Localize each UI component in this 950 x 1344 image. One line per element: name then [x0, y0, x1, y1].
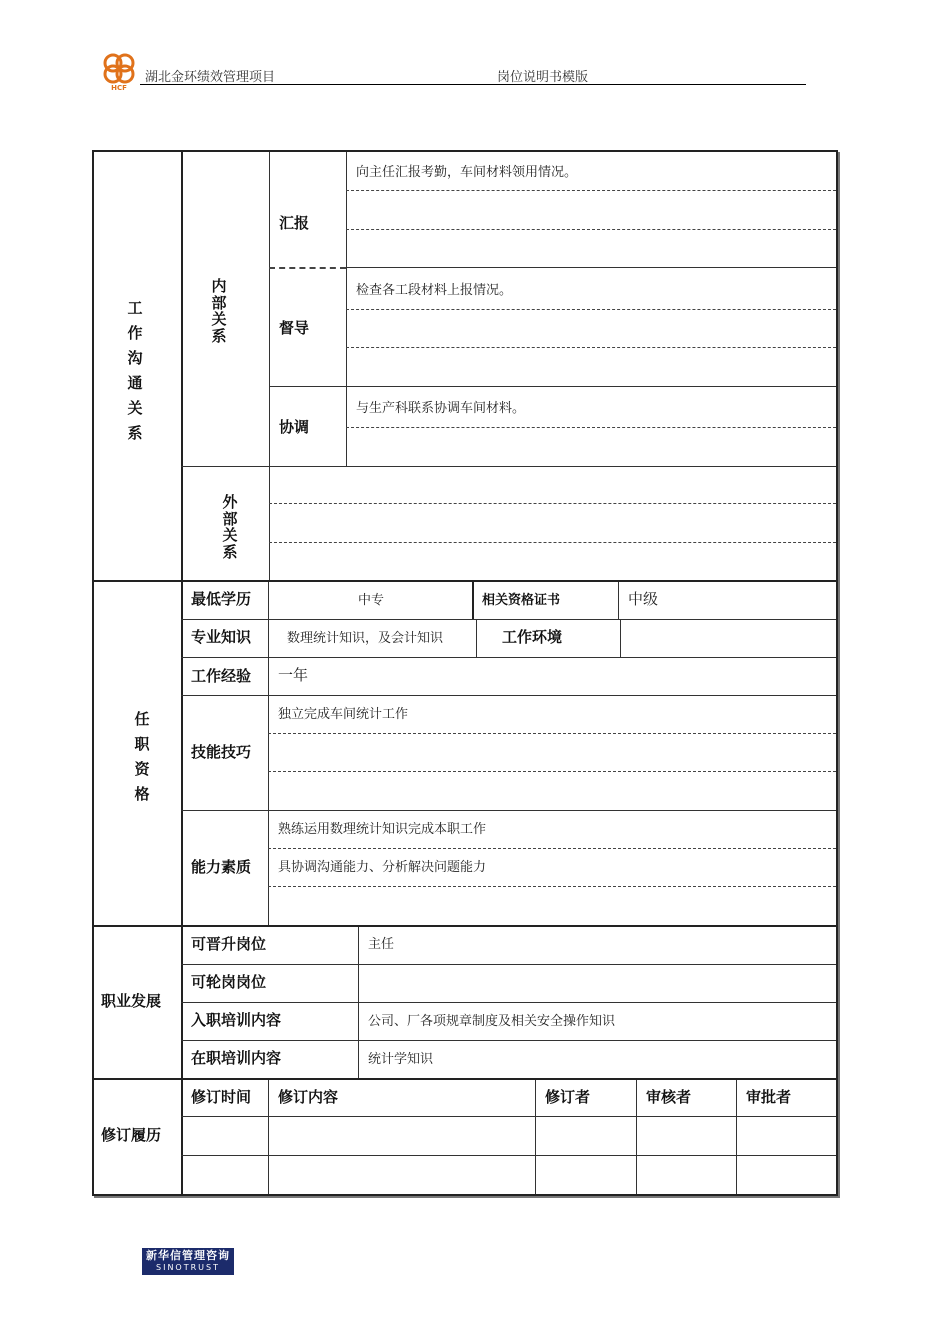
dashed-line [346, 309, 836, 310]
experience-value: 一年 [278, 666, 309, 684]
dashed-line [346, 229, 836, 230]
header-rule [140, 84, 806, 85]
dashed-line [346, 427, 836, 428]
dashed-line [346, 190, 836, 191]
coordinate-text: 与生产科联系协调车间材料。 [356, 401, 526, 416]
reviser-header: 修订者 [545, 1088, 591, 1106]
column-divider [269, 152, 270, 580]
row-divider [181, 1116, 836, 1117]
row-divider [181, 695, 836, 696]
onboarding-label: 入职培训内容 [191, 1011, 282, 1029]
supervise-text: 检查各工段材料上报情况。 [356, 283, 513, 298]
row-divider [181, 657, 836, 658]
column-divider [476, 619, 477, 657]
row-divider [346, 267, 836, 268]
row-divider [181, 810, 836, 811]
row-divider [181, 1040, 836, 1041]
revision-content-header: 修订内容 [278, 1088, 339, 1106]
column-divider [472, 582, 474, 619]
qual-section-title: 任职资格 [134, 710, 150, 803]
report-label: 汇报 [279, 214, 310, 232]
column-divider [268, 1080, 269, 1194]
column-divider [181, 152, 183, 1194]
section-divider [92, 925, 838, 927]
env-label: 工作环境 [502, 628, 563, 646]
edu-label: 最低学历 [191, 590, 252, 608]
column-divider [268, 582, 269, 925]
cert-value: 中级 [628, 590, 659, 608]
dashed-line [346, 347, 836, 348]
consultancy-logo [142, 1248, 234, 1275]
column-divider [736, 1080, 737, 1194]
knowledge-label: 专业知识 [191, 628, 252, 646]
column-divider [618, 582, 619, 619]
skills-label: 技能技巧 [191, 743, 252, 761]
coordinate-label: 协调 [279, 418, 310, 436]
cert-label: 相关资格证书 [482, 593, 561, 608]
document-title: 岗位说明书模版 [497, 70, 589, 85]
career-section-title: 职业发展 [101, 992, 162, 1010]
dashed-line [269, 542, 836, 543]
edu-value: 中专 [358, 593, 385, 608]
section-divider [92, 1078, 838, 1080]
promotion-label: 可晋升岗位 [191, 935, 267, 953]
row-divider [269, 386, 836, 387]
row-divider [181, 1155, 836, 1156]
revision-time-header: 修订时间 [191, 1088, 252, 1106]
logo-text: HCF [111, 84, 127, 92]
rotation-label: 可轮岗岗位 [191, 973, 267, 991]
external-relations-label: 外部关系 [222, 493, 238, 561]
report-text: 向主任汇报考勤，车间材料领用情况。 [356, 165, 578, 180]
ability-label: 能力素质 [191, 858, 252, 876]
column-divider [636, 1080, 637, 1194]
dashed-line [269, 503, 836, 504]
dashed-line [268, 771, 836, 772]
consultancy-name-en: SINOTRUST [156, 1263, 220, 1272]
approver-header: 审批者 [746, 1088, 792, 1106]
column-divider [535, 1080, 536, 1194]
section-divider [92, 580, 838, 582]
row-divider [181, 1002, 836, 1003]
ability-line-1: 熟练运用数理统计知识完成本职工作 [278, 822, 487, 837]
skills-value: 独立完成车间统计工作 [278, 707, 409, 722]
row-divider [181, 466, 836, 467]
inservice-label: 在职培训内容 [191, 1049, 282, 1067]
dashed-line [268, 733, 836, 734]
ability-line-2: 具协调沟通能力、分析解决问题能力 [278, 860, 487, 875]
internal-relations-label: 内部关系 [211, 277, 227, 345]
comm-section-title: 工作沟通关系 [127, 299, 143, 442]
row-divider [181, 619, 836, 620]
dashed-line [269, 267, 346, 269]
company-logo [100, 52, 138, 92]
inservice-value: 统计学知识 [368, 1052, 434, 1067]
supervise-label: 督导 [279, 319, 310, 337]
knowledge-value: 数理统计知识，及会计知识 [287, 631, 444, 646]
project-title: 湖北金环绩效管理项目 [145, 70, 276, 85]
promotion-value: 主任 [368, 937, 395, 952]
row-divider [181, 964, 836, 965]
revision-section-title: 修订履历 [101, 1126, 162, 1144]
onboarding-value: 公司、厂各项规章制度及相关安全操作知识 [368, 1014, 616, 1029]
dashed-line [268, 848, 836, 849]
column-divider [620, 619, 621, 657]
checker-header: 审核者 [646, 1088, 692, 1106]
experience-label: 工作经验 [191, 667, 252, 685]
dashed-line [268, 886, 836, 887]
consultancy-name-cn: 新华信管理咨询 [146, 1249, 230, 1262]
